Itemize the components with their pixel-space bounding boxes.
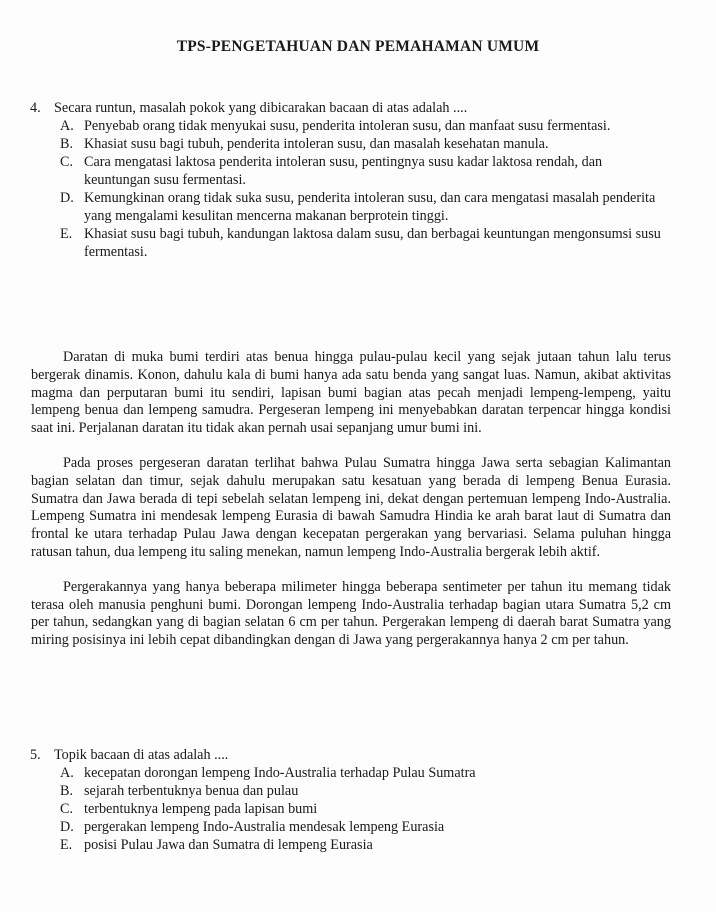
question-number: 4.	[30, 100, 41, 116]
option-e[interactable]	[30, 836, 690, 854]
option-letter: E.	[60, 226, 73, 242]
option-c[interactable]	[30, 153, 670, 189]
option-letter: D.	[60, 190, 74, 206]
option-letter: B.	[60, 783, 74, 799]
question-text: Topik bacaan di atas adalah ....	[54, 747, 229, 763]
option-letter: A.	[60, 118, 74, 134]
option-letter: C.	[60, 801, 74, 817]
options-list	[30, 764, 690, 854]
option-text: posisi Pulau Jawa dan Sumatra di lempeng Eurasia	[84, 837, 373, 853]
option-d[interactable]	[30, 818, 690, 836]
option-d[interactable]	[30, 189, 670, 225]
option-text: Kemungkinan orang tidak suka susu, penderita intoleran susu, dan cara mengatasi masalah penderita yang mengalami kesulitan mencerna makanan berprotein tinggi.	[84, 190, 656, 224]
option-text: sejarah terbentuknya benua dan pulau	[84, 783, 299, 799]
option-text: Cara mengatasi laktosa penderita intoleran susu, pentingnya susu kadar laktosa rendah, dan keuntungan susu fermentasi.	[84, 154, 603, 188]
option-b[interactable]	[30, 782, 690, 800]
option-letter: A.	[60, 765, 74, 781]
question-5-stem	[30, 746, 690, 764]
options-list	[30, 117, 670, 261]
option-text: Khasiat susu bagi tubuh, kandungan laktosa dalam susu, dan berbagai keuntungan mengonsumsi susu fermentasi.	[84, 226, 661, 260]
passage-paragraph-3: Pergerakannya yang hanya beberapa milimeter hingga beberapa sentimeter per tahun itu memang tidak terasa oleh manusia penghuni bumi. Dorongan lempeng Indo-Australia terhadap bagian utara Sumatra 5,2 cm per tahun, sedangkan yang di bagian selatan 6 cm per tahun. Pergerakan lempeng di daerah barat Sumatra yang miring posisinya ini lebih cepat dibandingkan dengan di Jawa yang pergerakannya hanya 2 cm per tahun.	[31, 578, 671, 649]
option-text: Penyebab orang tidak menyukai susu, penderita intoleran susu, dan manfaat susu fermentasi.	[84, 118, 611, 134]
question-4	[30, 99, 690, 261]
option-b[interactable]	[30, 135, 670, 153]
option-letter: D.	[60, 819, 74, 835]
question-4-stem	[30, 99, 690, 117]
question-text: Secara runtun, masalah pokok yang dibicarakan bacaan di atas adalah ....	[54, 100, 468, 116]
option-letter: B.	[60, 136, 74, 152]
passage-paragraph-2: Pada proses pergeseran daratan terlihat bahwa Pulau Sumatra hingga Jawa serta sebagian Kalimantan bagian selatan dan timur, sejak dahulu merupakan satu kesatuan yang berada di lempeng Benua Eurasia. Sumatra dan Jawa berada di tepi sebelah selatan lempeng ini, dekat dengan pertemuan lempeng Indo-Australia. Lempeng Sumatra ini mendesak lempeng Eurasia di bawah Samudra Hindia ke arah barat laut di Sumatra dan frontal ke utara terhadap Pulau Jawa dengan kecepatan pergerakan yang bervariasi. Selama puluhan hingga ratusan tahun, dua lempeng itu saling menekan, namun lempeng Indo-Australia bergerak lebih aktif.	[31, 454, 671, 560]
option-text: pergerakan lempeng Indo-Australia mendesak lempeng Eurasia	[84, 819, 445, 835]
option-a[interactable]	[30, 764, 690, 782]
question-number: 5.	[30, 747, 41, 763]
page-title: TPS-PENGETAHUAN DAN PEMAHAMAN UMUM	[176, 38, 540, 55]
reading-passage	[31, 349, 671, 667]
option-text: terbentuknya lempeng pada lapisan bumi	[84, 801, 318, 817]
option-a[interactable]	[30, 117, 670, 135]
option-text: kecepatan dorongan lempeng Indo-Australia terhadap Pulau Sumatra	[84, 765, 476, 781]
option-letter: E.	[60, 837, 73, 853]
option-e[interactable]	[30, 225, 670, 261]
question-5	[30, 746, 690, 854]
passage-paragraph-1: Daratan di muka bumi terdiri atas benua hingga pulau-pulau kecil yang sejak jutaan tahun lalu terus bergerak dinamis. Konon, dahulu kala di bumi hanya ada satu benda yang sangat luas. Namun, akibat aktivitas magma dan perputaran bumi itu sendiri, lapisan bumi bagian atas pecah menjadi lempeng-lempeng, yaitu lempeng benua dan lempeng samudra. Pergeseran lempeng ini menyebabkan daratan terpencar hingga kondisi saat ini. Perjalanan daratan itu tidak akan pernah usai sepanjang umur bumi ini.	[31, 349, 671, 437]
option-c[interactable]	[30, 800, 690, 818]
option-text: Khasiat susu bagi tubuh, penderita intoleran susu, dan masalah kesehatan manula.	[84, 136, 549, 152]
option-letter: C.	[60, 154, 74, 170]
